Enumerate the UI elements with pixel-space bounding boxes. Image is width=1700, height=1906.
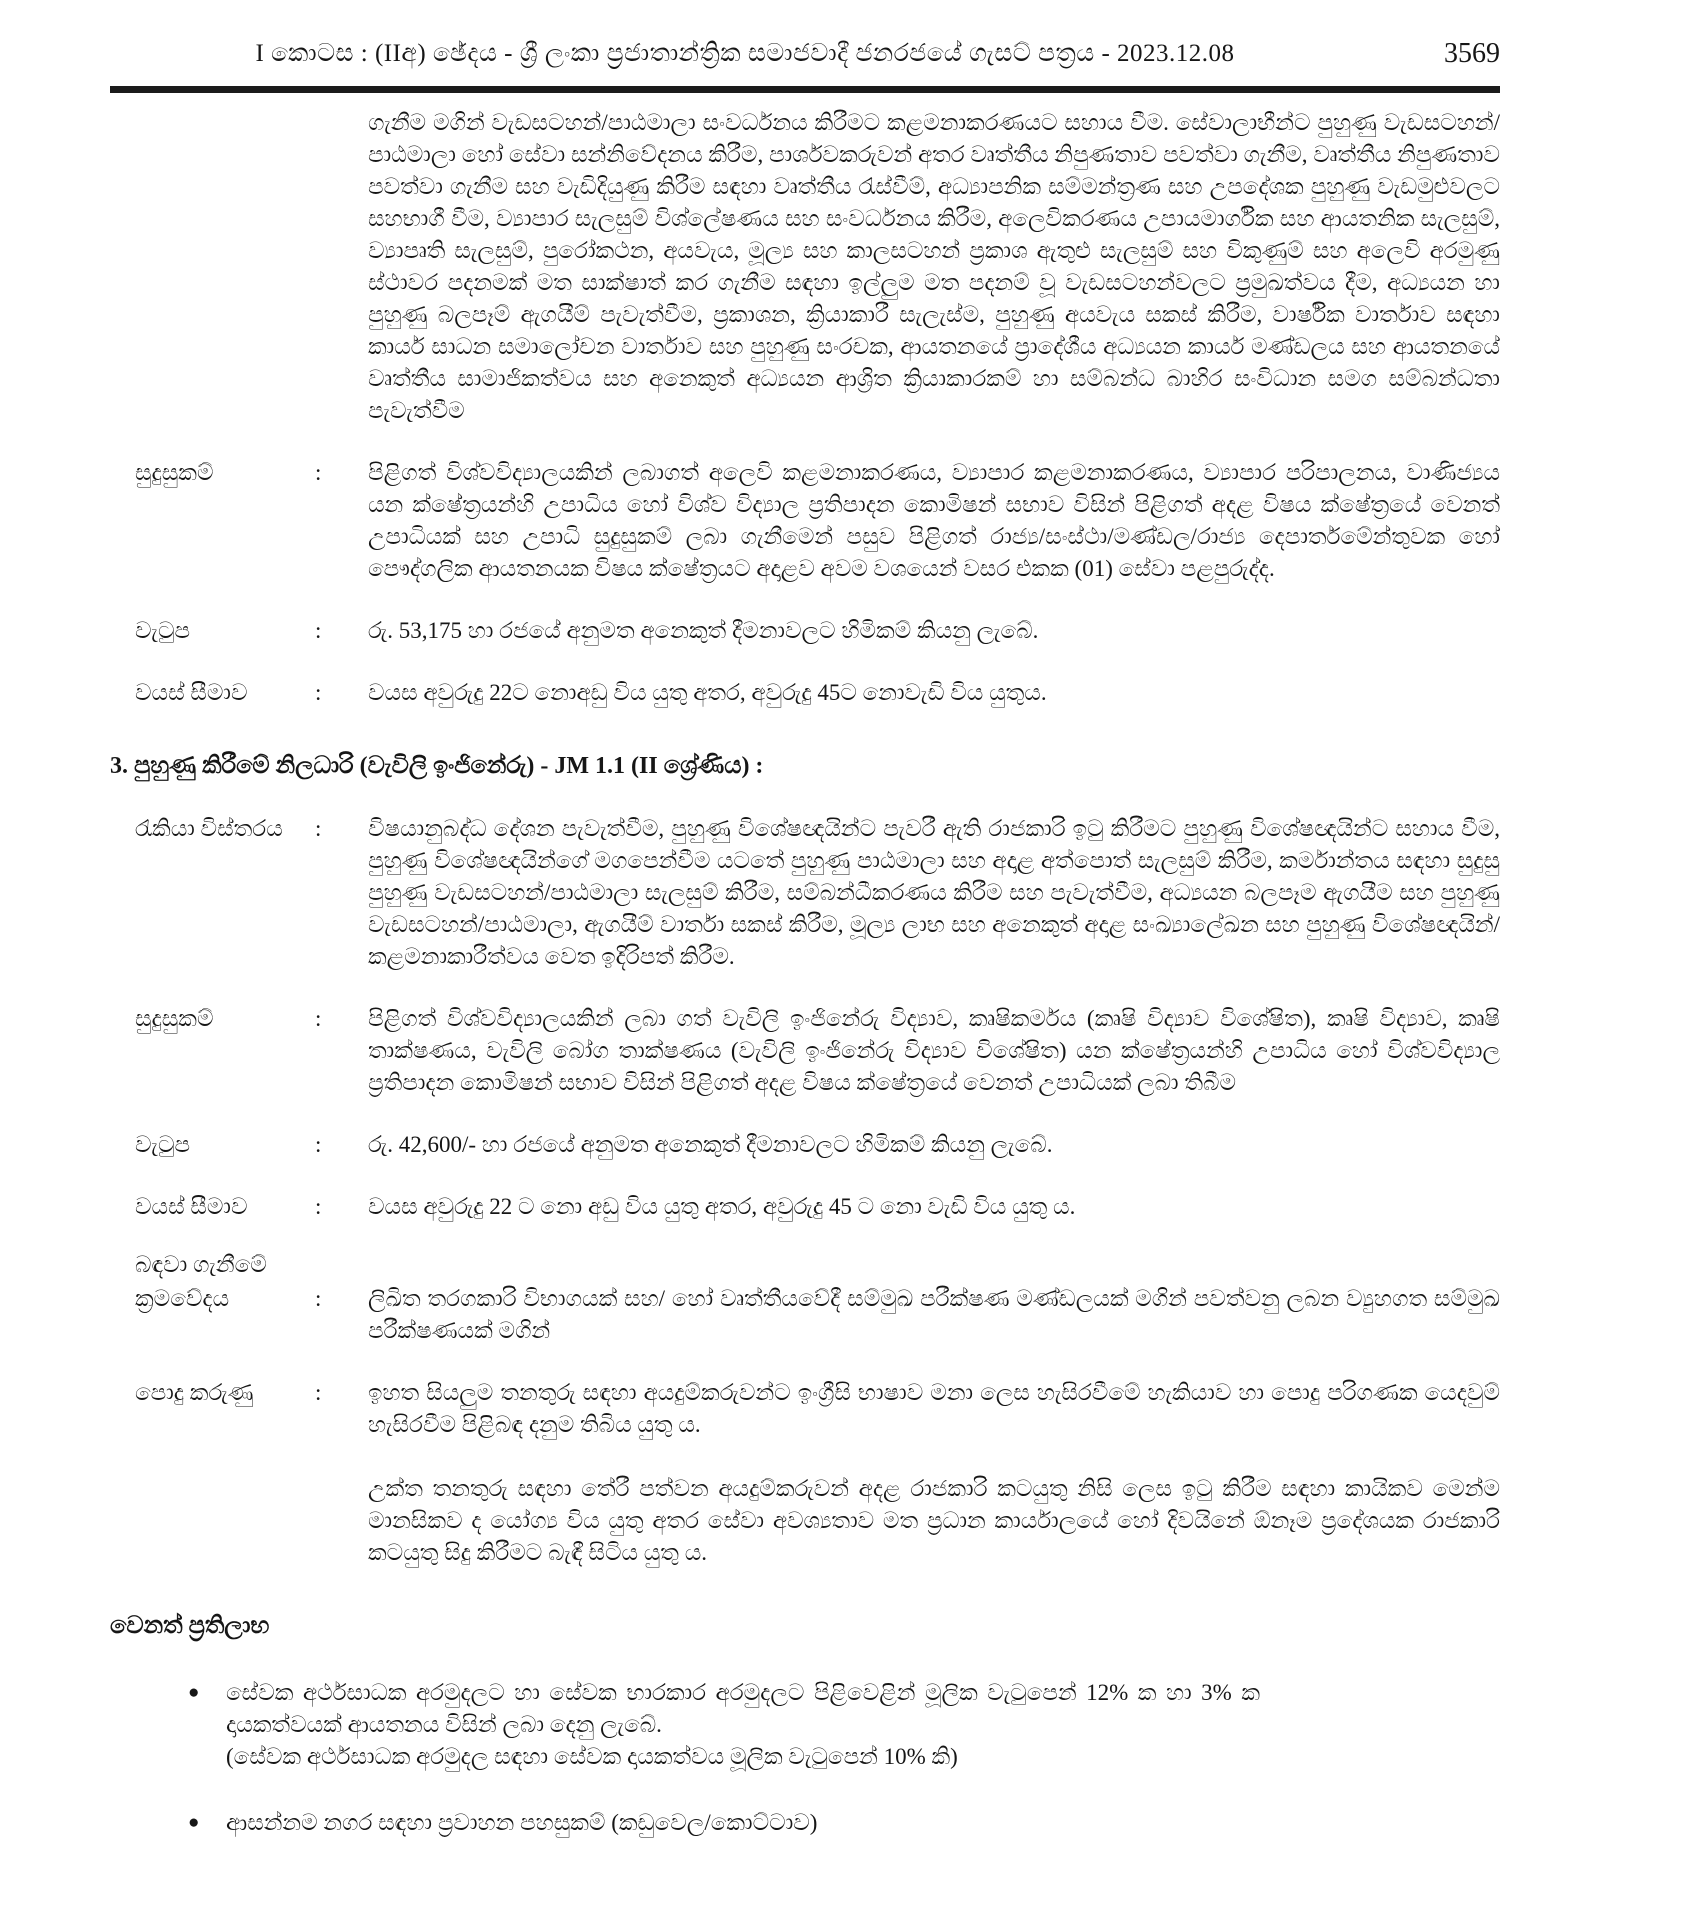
job3-age-limit-text: වයස අවුරුදු 22 ට නො අඩු විය යුතු අතර, අවුරුදු 45 ට නො වැඩි විය යුතු ය. <box>368 1194 1076 1219</box>
recruitment-method-label-line2: ක්‍රමවේදය <box>135 1286 230 1311</box>
colon-separator: : <box>315 1286 322 1311</box>
page-header <box>110 30 1500 78</box>
colon-separator: : <box>315 1132 322 1157</box>
job3-qualifications-text: පිළිගත් විශ්වවිද්‍යාලයකින් ලබා ගත් වැවිලි ඉංජිනේරු විද්‍යාව, කෘෂිකර්මය (කෘෂි විද්‍යාව විශේෂිත), කෘෂි විද්‍යාව, කෘෂි තාක්ෂණය, වැවිලි බෝග තාක්ෂණය (වැවිලි ඉංජිනේරු විද්‍යාව විශේෂිත) යන ක්ෂේත්‍රයන්හි උපාධිය හෝ විශ්වවිද්‍යාල ප්‍රතිපාදන කොමිෂන් සභාව විසින් පිළිගත් අදළ විෂය ක්ෂේත්‍රයේ වෙනත් උපාධියක් ලබා තිබීම <box>368 1006 1500 1095</box>
benefits-heading: වෙනත් ප්‍රතිලාභ <box>110 1613 270 1639</box>
salary-label: වැටුප <box>135 1132 191 1157</box>
header-divider <box>110 86 1500 93</box>
colon-separator: : <box>315 460 322 485</box>
job3-age-limit-row <box>110 1191 1500 1223</box>
job3-description-row <box>110 813 1500 973</box>
job3-salary-text: රු. 42,600/- හා රජයේ අනුමත අනෙකුත් දීමනාවලට හිමිකම් කියනු ලැබේ. <box>368 1132 1053 1157</box>
benefit-epf-etf-text: සේවක අර්ථසාධක අරමුදලට හා සේවක භාරකාර අරමුදලට පිළිවෙළින් මූලික වැටුපෙන් 12% ක හා 3% ක දායකත්වයක් ආයතනය විසින් ලබා දෙනු ලැබේ. <box>226 1680 1260 1737</box>
benefits-list <box>110 1677 1500 1839</box>
colon-separator: : <box>315 1194 322 1219</box>
job3-description-text: විෂයානුබද්ධ දේශන පැවැත්වීම, පුහුණු විශේෂඥයින්ට පැවරී ඇති රාජකාරි ඉටු කිරීමට පුහුණු විශේෂඥයින්ට සහාය වීම, පුහුණු විශේෂඥයින්ගේ මගපෙන්වීම යටතේ පුහුණු පාඨමාලා සහ අදාළ අත්පොත් සැලසුම් කිරීම, කර්මාන්තය සඳහා සුදුසු පුහුණු වැඩසටහන්/පාඨමාලා සැලසුම් කිරීම, සම්බන්ධීකරණය කිරීම සහ පැවැත්වීම, අධ්‍යයන බලපෑම ඇගයීම සහ පුහුණු වැඩසටහන්/පාඨමාලා, ඇගයීම් වාර්තා සකස් කිරීම, මූල්‍ය ලාභ සහ අනෙකුත් අදාළ සංඛ්‍යාලේඛන සහ පුහුණු විශේෂඥයින්/කළමනාකාරීත්වය වෙත ඉදිරිපත් කිරීම. <box>368 816 1500 969</box>
colon-separator: : <box>315 1006 322 1031</box>
age-limit-label: වයස් සීමාව <box>135 680 248 705</box>
job3-recruitment-method-row <box>110 1283 1500 1347</box>
job3-qualifications-row <box>110 1003 1500 1099</box>
job3-heading: 3. පුහුණු කිරීමේ නිලධාරි (වැවිලි ඉංජිනේරු) - JM 1.1 (II ශ්‍රේණිය) : <box>110 753 764 779</box>
recruitment-method-label-line1: බඳවා ගැනීමේ <box>135 1252 267 1277</box>
benefit-item-text <box>226 1677 1500 1773</box>
age-limit-label: වයස් සීමාව <box>135 1194 248 1219</box>
job3-section <box>110 813 1500 1569</box>
job2-qualifications-row <box>110 457 1500 585</box>
salary-label: වැටුප <box>135 618 191 643</box>
job2-age-limit-row <box>110 677 1500 709</box>
bullet-icon: ● <box>188 1812 200 1833</box>
job3-general-notes-row <box>110 1377 1500 1569</box>
gazette-header-title: I කොටස : (IIඅ) ඡේදය - ශ්‍රී ලංකා ප්‍රජාතාන්ත්‍රික සමාජවාදී ජනරජයේ ගැසට් පත්‍රය - 2023.12.08 <box>255 40 1235 67</box>
benefit-transport-text: ආසන්නම නගර සඳහා ප්‍රවාහන පහසුකම් (කඩුවෙල/කොට්ටාව) <box>226 1810 818 1835</box>
general-notes-paragraph-2: උක්ත තනතුරු සඳහා තේරී පත්වන අයදුම්කරුවන් අදළ රාජකාරි කටයුතු නිසි ලෙස ඉටු කිරීම සඳහා කායිකව මෙන්ම මානසිකව ද යෝග්‍ය විය යුතු අතර සේවා අවශ්‍යතාව මත ප්‍රධාන කාර්යාලයේ හෝ දිවයිනේ ඕනෑම ප්‍රදේශයක රාජකාරි කටයුතු සිදු කිරීමට බැඳී සිටිය යුතු ය. <box>368 1476 1500 1565</box>
job3-recruitment-method-text: ලිඛිත තරගකාරි විභාගයක් සහ/ හෝ වෘත්තීයවේදී සම්මුඛ පරීක්ෂණ මණ්ඩලයක් මගින් පවත්වනු ලබන ව්‍යුහගත සම්මුඛ පරීක්ෂණයක් මගින් <box>368 1286 1500 1343</box>
qualifications-label: සුදුසුකම් <box>135 1006 214 1031</box>
general-notes-label: පොදු කරුණු <box>135 1380 254 1405</box>
page-number: 3569 <box>1444 38 1500 69</box>
colon-separator: : <box>315 680 322 705</box>
job2-description-continuation: ගැනීම මගින් වැඩසටහන්/පාඨමාලා සංවර්ධනය කිරීමට කළමනාකරණයට සහාය වීම. සේවාලාභීන්ට පුහුණු වැඩසටහන්/පාඨමාලා හෝ සේවා සන්නිවේදනය කිරීම, පාර්ශවකරුවන් අතර වෘත්තීය නිපුණතාව පවත්වා ගැනීම, වෘත්තීය නිපුණතාව පවත්වා ගැනීම සහ වැඩිදියුණු කිරීම සඳහා වෘත්තීය රැස්වීම්, අධ්‍යාපනික සම්මන්ත්‍රණ සහ උපදේශක පුහුණු වැඩමුළුවලට සහභාගී වීම, ව්‍යාපාර සැලසුම් විශ්ලේෂණය සහ සංවර්ධනය කිරීම, අලෙවිකරණය උපායමාර්ගික සහ ආයතනික සැලසුම්, ව්‍යාපෘති සැලසුම්, පුරෝකථන, අයවැය, මූල්‍ය සහ කාලසටහන් ප්‍රකාශ ඇතුළු සැලසුම් සහ විකුණුම් සහ අලෙවි අරමුණු ස්ථාවර පදනමක් මත සාක්ෂාත් කර ගැනීම සඳහා ඉල්ලුම මත පදනම් වූ වැඩසටහන්වලට ප්‍රමුඛත්වය දීම, අධ්‍යයන හා පුහුණු බලපෑම් ඇගයීම් පැවැත්වීම, ප්‍රකාශන, ක්‍රියාකාරී සැලැස්ම, පුහුණු අයවැය සකස් කිරීම, වාර්ෂික වාර්තාව සඳහා කාර්ය සාධන සමාලෝචන වාර්තාව සහ පුහුණු සංරචක, ආයතනයේ ප්‍රාදේශීය අධ්‍යයන කාර්ය මණ්ඩලය සහ ආයතනයේ වෘත්තීය සාමාජිකත්වය සහ අනෙකුත් අධ්‍යයන ආශ්‍රිත ක්‍රියාකාරකම් හා සම්බන්ධ බාහිර සංවිධාන සමග සම්බන්ධතා පැවැත්වීම <box>368 110 1500 423</box>
job2-section <box>110 107 1500 709</box>
job2-age-limit-text: වයස අවුරුදු 22ට නොඅඩු විය යුතු අතර, අවුරුදු 45ට නොවැඩි විය යුතුය. <box>368 680 1047 705</box>
benefit-item-transport <box>110 1807 1500 1839</box>
qualifications-label: සුදුසුකම් <box>135 460 214 485</box>
colon-separator: : <box>315 816 322 841</box>
colon-separator: : <box>315 618 322 643</box>
job-description-label: රැකියා විස්තරය <box>135 816 283 841</box>
general-notes-paragraph-1: ඉහත සියලුම තනතුරු සඳහා අයදුම්කරුවන්ට ඉංග්‍රීසි භාෂාව මනා ලෙස හැසිරවීමේ හැකියාව හා පොදු පරිගණක යෙදවුම් හැසිරවීම පිළිබඳ දනුම තිබිය යුතු ය. <box>368 1380 1500 1437</box>
job2-qualifications-text: පිළිගත් විශ්වවිද්‍යාලයකින් ලබාගත් අලෙවි කළමනාකරණය, ව්‍යාපාර කළමනාකරණය, ව්‍යාපාර පරිපාලනය, වාණිජ්‍යය යන ක්ෂේත්‍රයන්හි උපාධිය හෝ විශ්ව විද්‍යාල ප්‍රතිපාදන කොමිෂන් සභාව විසින් පිළිගත් අදළ විෂය ක්ෂේත්‍රයේ වෙනත් උපාධියක් සහ උපාධි සුදුසුකම් ලබා ගැනීමෙන් පසුව පිළිගත් රාජ්‍ය/සංස්ථා/මණ්ඩල/රාජ්‍ය දෙපාර්තමේන්තුවක හෝ පෞද්ගලික ආයතනයක විෂය ක්ෂේත්‍රයට අදාළව අවම වශයෙන් වසර එකක (01) සේවා පළපුරුද්ද. <box>368 460 1500 581</box>
job3-general-notes-text <box>368 1377 1500 1569</box>
colon-separator: : <box>315 1380 322 1405</box>
bullet-icon: ● <box>188 1682 200 1703</box>
benefit-item-epf-etf <box>110 1677 1500 1773</box>
benefit-epf-note-text: (සේවක අර්ථසාධක අරමුදල සඳහා සේවක දායකත්වය මූලික වැටුපෙන් 10% කි) <box>226 1744 958 1769</box>
job2-salary-text: රු. 53,175 හා රජයේ අනුමත අනෙකුත් දීමනාවලට හිමිකම් කියනු ලැබේ. <box>368 618 1039 643</box>
job3-salary-row <box>110 1129 1500 1161</box>
job2-salary-row <box>110 615 1500 647</box>
